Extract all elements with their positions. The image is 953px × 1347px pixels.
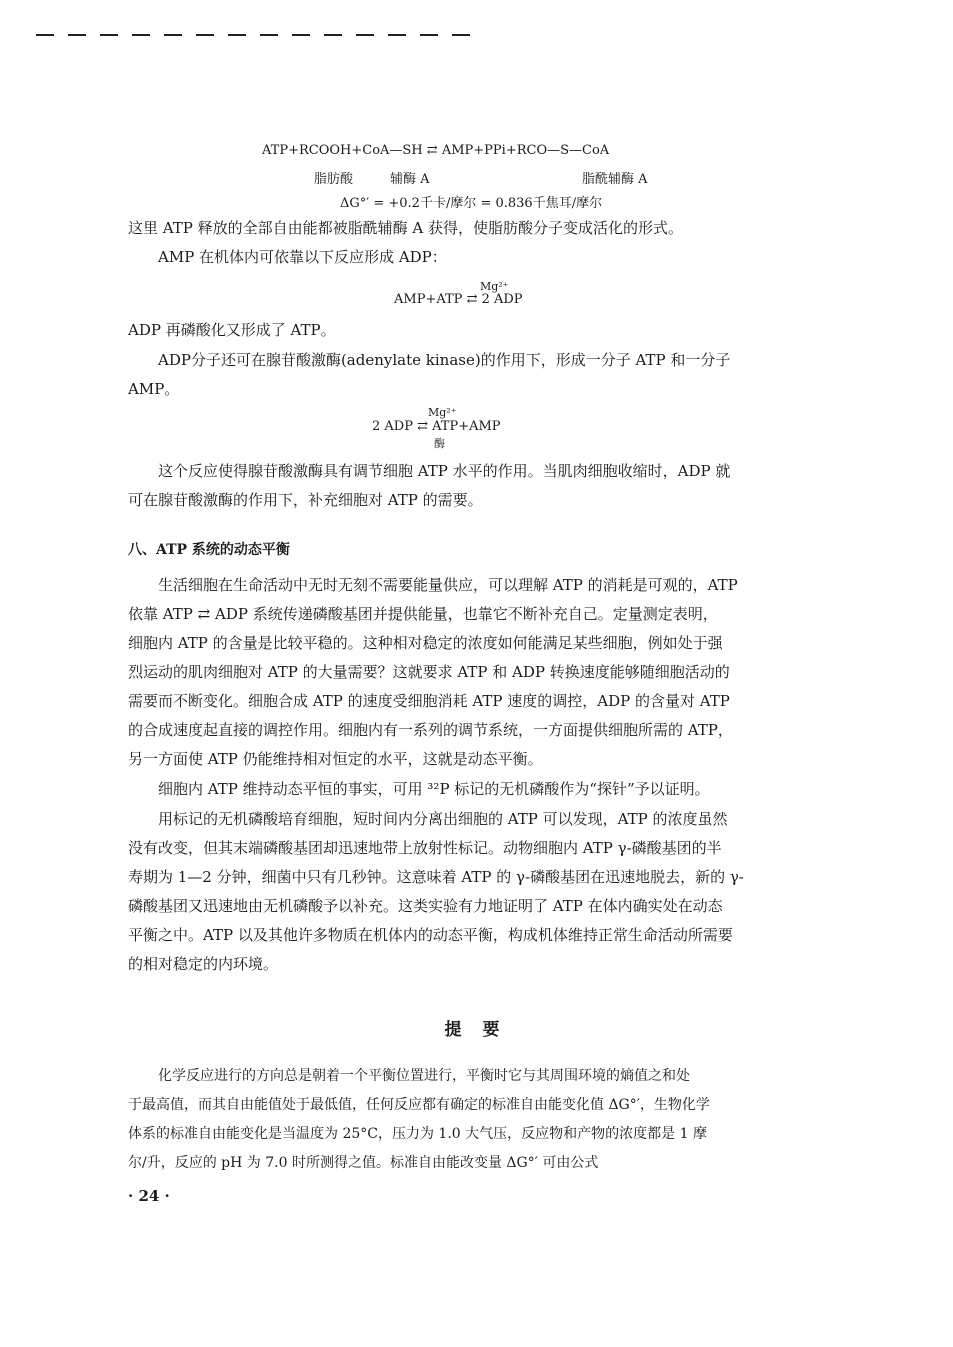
equation-2adp: 2 ADP ⇄ ATP+AMP xyxy=(372,419,501,434)
paragraph-4-line-2: AMP。 xyxy=(128,380,180,398)
summary-title: 提 要 xyxy=(444,1020,502,1040)
label-coa: 辅酶 A xyxy=(390,172,430,187)
page-number: · 24 · xyxy=(128,1187,170,1205)
paragraph-8-line: 平衡之中。ATP 以及其他许多物质在机体内的动态平衡，构成机体维持正常生命活动所需要 xyxy=(128,926,733,944)
paragraph-8-line: 用标记的无机磷酸培育细胞，短时间内分离出细胞的 ATP 可以发现，ATP 的浓度虽然 xyxy=(158,810,728,828)
equation3-enzyme: 酶 xyxy=(434,437,445,450)
equation-acyl-coa: ATP+RCOOH+CoA—SH ⇄ AMP+PPi+RCO—S—CoA xyxy=(262,143,610,158)
paragraph-6-line: 烈运动的肌肉细胞对 ATP 的大量需要？这就要求 ATP 和 ADP 转换速度能够随细胞活动的 xyxy=(128,663,730,681)
section-heading: 八、ATP 系统的动态平衡 xyxy=(128,542,290,558)
paragraph-3: ADP 再磷酸化又形成了 ATP。 xyxy=(128,321,336,339)
label-acyl-coa: 脂酰辅酶 A xyxy=(582,172,648,187)
delta-g-value: ΔG°′ = +0.2千卡/摩尔 = 0.836千焦耳/摩尔 xyxy=(340,196,603,211)
paragraph-6-line: 生活细胞在生命活动中无时无刻不需要能量供应，可以理解 ATP 的消耗是可观的，ATP xyxy=(158,576,738,594)
paragraph-8-line: 磷酸基团又迅速地由无机磷酸予以补充。这类实验有力地证明了 ATP 在体内确实处在动态 xyxy=(128,897,723,915)
paragraph-8-line: 没有改变，但其末端磷酸基团却迅速地带上放射性标记。动物细胞内 ATP γ-磷酸基团的半 xyxy=(128,839,722,857)
paragraph-7: 细胞内 ATP 维持动态平恒的事实，可用 ³²P 标记的无机磷酸作为“探针”予以证明。 xyxy=(158,780,710,798)
paragraph-6-line: 另一方面使 ATP 仍能维持相对恒定的水平，这就是动态平衡。 xyxy=(128,750,543,768)
paragraph-6-line: 细胞内 ATP 的含量是比较平稳的。这种相对稳定的浓度如何能满足某些细胞，例如处于强 xyxy=(128,634,723,652)
summary-line: 化学反应进行的方向总是朝着一个平衡位置进行，平衡时它与其周围环境的熵值之和处 xyxy=(158,1068,690,1084)
equation3-catalyst: Mg²⁺ xyxy=(428,406,457,419)
paragraph-6-line: 需要而不断变化。细胞合成 ATP 的速度受细胞消耗 ATP 速度的调控，ADP 的含量对 ATP xyxy=(128,692,730,710)
paragraph-8-line: 寿期为 1—2 分钟，细菌中只有几秒钟。这意味着 ATP 的 γ-磷酸基团在迅速地脱去，新的 γ- xyxy=(128,868,744,886)
paragraph-6-line: 的合成速度起直接的调控作用。细胞内有一系列的调节系统，一方面提供细胞所需的 ATP， xyxy=(128,721,733,739)
paragraph-2: AMP 在机体内可依靠以下反应形成 ADP： xyxy=(158,248,447,266)
paragraph-1: 这里 ATP 释放的全部自由能都被脂酰辅酶 A 获得，使脂肪酸分子变成活化的形式。 xyxy=(128,219,684,237)
paragraph-8-line: 的相对稳定的内环境。 xyxy=(128,955,279,973)
paragraph-4-line-1: ADP分子还可在腺苷酸激酶(adenylate kinase)的作用下，形成一分子 ATP 和一分子 xyxy=(158,351,731,369)
paragraph-5-line-2: 可在腺苷酸激酶的作用下，补充细胞对 ATP 的需要。 xyxy=(128,491,483,509)
summary-line: 体系的标准自由能变化是当温度为 25°C，压力为 1.0 大气压，反应物和产物的浓度都是 1 摩 xyxy=(128,1126,707,1142)
summary-line: 于最高值，而其自由能值处于最低值，任何反应都有确定的标准自由能变化值 ΔG°′，生物化学 xyxy=(128,1097,710,1113)
summary-line: 尔/升，反应的 pH 为 7.0 时所测得之值。标准自由能改变量 ΔG°′ 可由公式 xyxy=(128,1155,599,1171)
label-fatty-acid: 脂肪酸 xyxy=(314,172,354,187)
header-dashes xyxy=(36,34,476,36)
equation-amp-atp: AMP+ATP ⇄ 2 ADP xyxy=(394,292,523,307)
paragraph-6-line: 依靠 ATP ⇄ ADP 系统传递磷酸基团并提供能量，也靠它不断补充自己。定量测定表明， xyxy=(128,605,718,623)
paragraph-5-line-1: 这个反应使得腺苷酸激酶具有调节细胞 ATP 水平的作用。当肌肉细胞收缩时，ADP 就 xyxy=(158,462,731,480)
equation2-catalyst: Mg²⁺ xyxy=(480,280,509,293)
